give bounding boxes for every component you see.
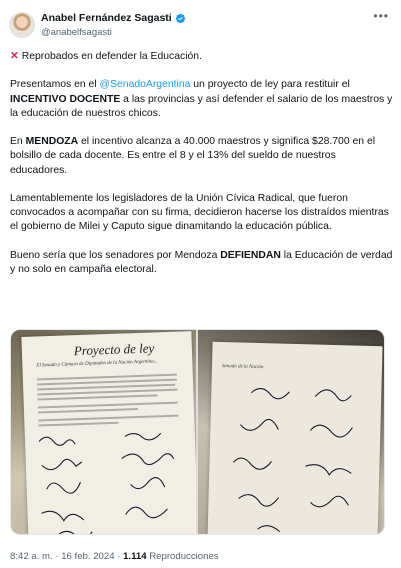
author-name[interactable]: Anabel Fernández Sagasti (41, 12, 172, 24)
tweet-text (10, 50, 393, 291)
media-photo-1[interactable] (11, 330, 196, 534)
author-handle[interactable]: @anabelfsagasti (41, 27, 112, 38)
views-label: Reproducciones (146, 551, 219, 562)
paragraph-4: Bueno sería que los senadores por Mendoza DEFIENDAN la Educación de verdad y no solo en campaña electoral. (10, 249, 393, 275)
mention-link[interactable]: @SenadoArgentina (99, 79, 191, 91)
red-x-icon: ✕ (10, 51, 19, 62)
signatures-left (25, 426, 196, 534)
document-page (21, 331, 196, 534)
author-block[interactable] (41, 12, 186, 24)
paragraph-3: Lamentablemente los legisladores de la Unión Cívica Radical, que fueron convocados a acompañar con su firma, decidieron hacerse los distraídos mientras el gobierno de Milei y Caputo sigue dinamitando la educación pública. (10, 192, 389, 233)
media-photo-2[interactable] (198, 330, 384, 534)
timestamp-time[interactable]: 8:42 a. m. (10, 551, 53, 562)
document-page-2 (207, 342, 382, 534)
paragraph-1: Presentamos en el @SenadoArgentina un proyecto de ley para restituir el INCENTIVO DOCENTE a las provincias y así defender el salario de los maestros y la educación de nuestros chicos. (10, 79, 393, 119)
views-count: 1.114 (123, 551, 147, 562)
headline (10, 50, 393, 64)
signatures-right (207, 372, 381, 534)
doc-header: Senado de la Nación (221, 364, 264, 371)
tweet-header (0, 0, 401, 46)
tweet-meta: 8:42 a. m. · 16 feb. 2024 · 1.114 Reproducciones (10, 551, 219, 562)
more-horizontal-icon[interactable]: ••• (373, 9, 389, 23)
media-grid (10, 329, 385, 535)
doc-subtitle: El Senado y Cámara de Diputados de la Nación Argentina... (36, 359, 158, 369)
avatar[interactable] (9, 12, 35, 38)
verified-badge-icon (175, 13, 186, 24)
paragraph-2: En MENDOZA el incentivo alcanza a 40.000 maestros y significa $28.700 en el bolsillo de cada docente. Es entre el 8 y el 13% del sueldo de nuestros educadores. (10, 136, 376, 176)
doc-title: Proyecto de ley (73, 340, 155, 359)
headline-text: Reprobados en defender la Educación. (21, 51, 202, 62)
timestamp-date[interactable]: 16 feb. 2024 (61, 551, 115, 562)
